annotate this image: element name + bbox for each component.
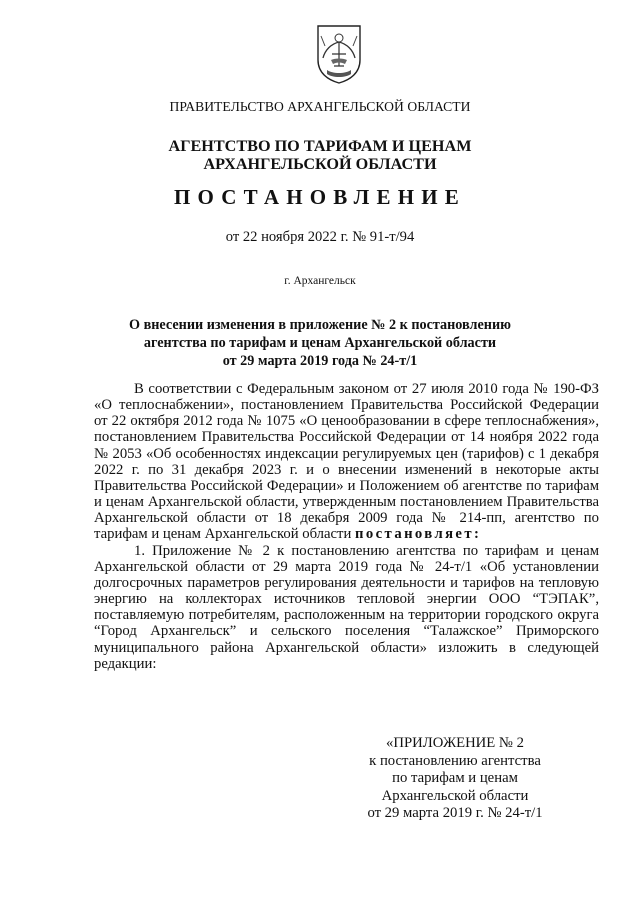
item-1-paragraph: 1. Приложение № 2 к постановлению агентства по тарифам и ценам Архангельской области от 29 марта 2019 года № 24-т/1 «Об установлении долгосрочных параметров регулирования деятельности и тарифов на тепловую энергию на коллекторах источников тепловой энергии ООО “ТЭПАК”, поставляемую потребителям, расположенным на территории городского округа “Город Архангельск” и сельского поселения “Талажское” Приморского муниципального района Архангельской области» изложить в следующей редакции: [94, 542, 599, 672]
appendix-header [330, 735, 580, 823]
resolves-word: постановляет: [355, 526, 482, 543]
agency-name [0, 137, 640, 173]
appendix-line: к постановлению агентства [369, 752, 541, 769]
document-city: г. Архангельск [284, 275, 356, 287]
document-body [94, 381, 599, 672]
appendix-line: Архангельской области [381, 787, 529, 804]
coat-of-arms-emblem-icon [315, 24, 363, 84]
subject-line: от 29 марта 2019 года № 24-т/1 [222, 353, 418, 369]
document-date-number: от 22 ноября 2022 г. № 91-т/94 [225, 229, 415, 245]
appendix-line: по тарифам и ценам [392, 770, 518, 786]
subject-line: агентства по тарифам и ценам Архангельской области [143, 335, 497, 351]
agency-name-line: АРХАНГЕЛЬСКОЙ ОБЛАСТИ [203, 155, 437, 173]
preamble-text: В соответствии с Федеральным законом от 27 июля 2010 года № 190-ФЗ «О теплоснабжении», постановлением Правительства Российской Федерации от 22 октября 2012 года № 1075 «О ценообразовании в сфере теплоснабжения», постановлением Правительства Российской Федерации от 14 ноября 2022 года № 2053 «Об особенностях индексации регулируемых цен (тарифов) с 1 декабря 2022 г. по 31 декабря 2023 г. и о внесении изменений в некоторые акты Правительства Российской Федерации» и Положением об агентстве по тарифам и ценам Архангельской области, утвержденным постановлением Правительства Архангельской области от 18 декабря 2009 года № 214-пп, агентство по тарифам и ценам Архангельской области [94, 381, 599, 543]
appendix-line: от 29 марта 2019 г. № 24-т/1 [367, 805, 543, 821]
subject-line: О внесении изменения в приложение № 2 к постановлению [129, 317, 511, 333]
appendix-line: «ПРИЛОЖЕНИЕ № 2 [386, 735, 524, 751]
preamble-paragraph [94, 381, 599, 543]
document-subject [0, 316, 640, 370]
document-type-title: ПОСТАНОВЛЕНИЕ [173, 185, 467, 209]
government-name: ПРАВИТЕЛЬСТВО АРХАНГЕЛЬСКОЙ ОБЛАСТИ [169, 99, 471, 114]
agency-name-line: АГЕНТСТВО ПО ТАРИФАМ И ЦЕНАМ [168, 137, 472, 155]
